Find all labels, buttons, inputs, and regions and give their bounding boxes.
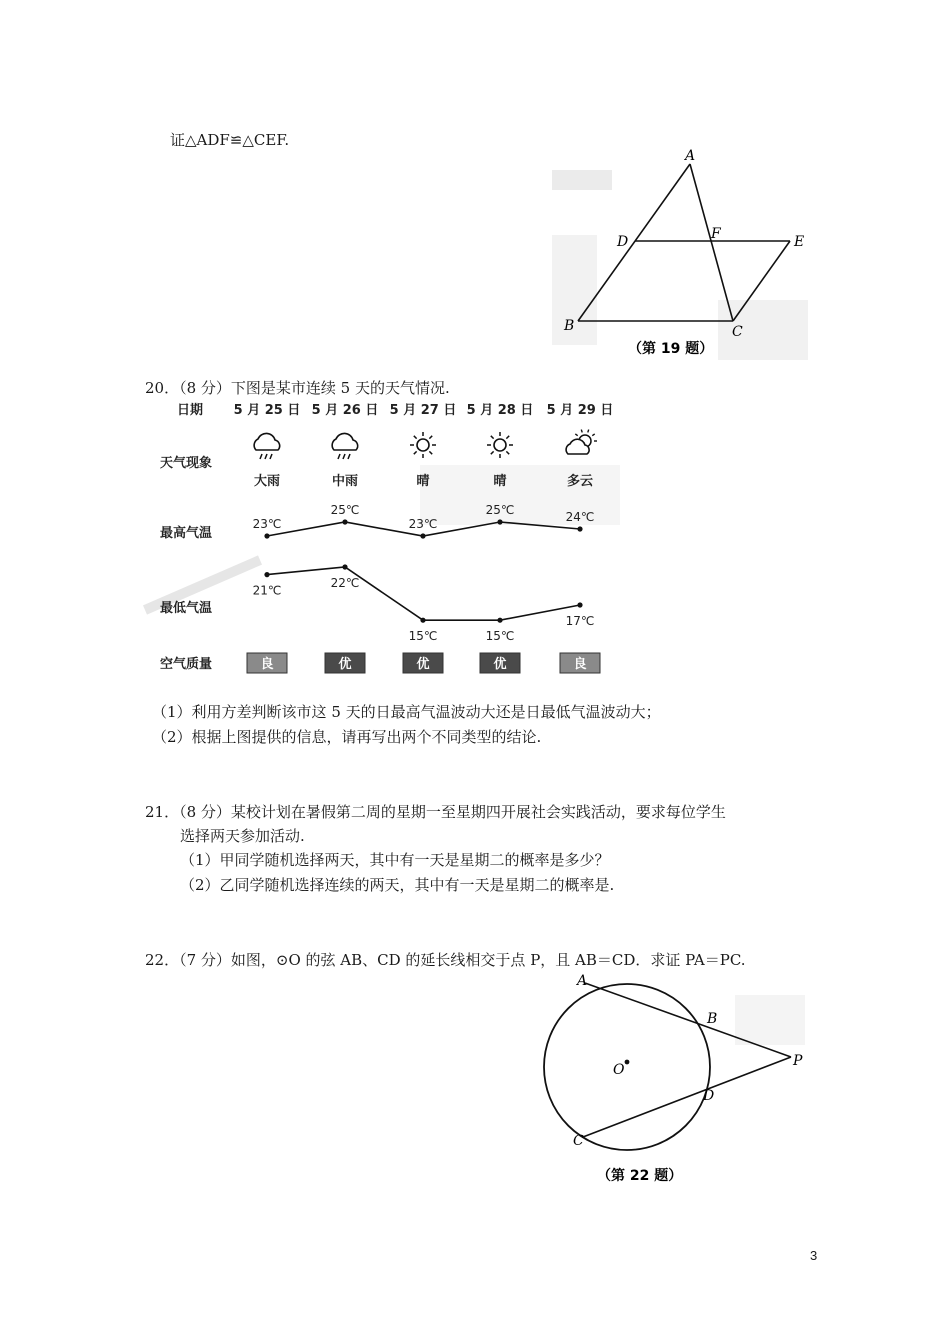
point-a-label: A [685, 148, 696, 164]
low-temp-point [342, 564, 347, 569]
point-a-label: A [577, 973, 588, 989]
high-temp-point [420, 533, 425, 538]
q19-caption: （第 19 题） [628, 341, 714, 357]
q19-conclusion: 证△ADF≌△CEF. [170, 131, 290, 149]
date-label: 5 月 29 日 [546, 403, 614, 418]
low-temp-point [264, 572, 269, 577]
air-quality-label: 良 [260, 657, 274, 672]
point-b-label: B [707, 1011, 718, 1027]
sun-icon [487, 432, 513, 458]
scan-smudge [735, 995, 805, 1045]
point-c-label: C [732, 324, 743, 340]
weather-label: 晴 [416, 474, 430, 489]
low-temp-point [420, 618, 425, 623]
weather-label: 大雨 [253, 474, 281, 489]
partly-cloudy-icon [566, 430, 597, 454]
low-temp-line [267, 567, 580, 620]
rain-cloud-icon [332, 433, 358, 459]
date-label: 5 月 27 日 [389, 403, 457, 418]
q20-part2: （2）根据上图提供的信息，请再写出两个不同类型的结论. [152, 728, 542, 746]
low-temp-label: 17℃ [565, 614, 595, 628]
q22-caption: （第 22 题） [597, 1168, 683, 1184]
high-temp-label: 25℃ [330, 503, 360, 517]
row-label-weather: 天气现象 [160, 456, 213, 471]
high-temp-label: 23℃ [408, 517, 438, 531]
point-b-label: B [564, 318, 575, 334]
rain-cloud-icon [254, 433, 280, 459]
page-number: 3 [810, 1248, 818, 1263]
weather-label: 多云 [566, 474, 594, 489]
weather-label: 晴 [493, 474, 507, 489]
segment-ac [690, 164, 733, 321]
weather-chart [140, 395, 620, 685]
row-label-date: 日期 [177, 403, 204, 418]
high-temp-label: 24℃ [565, 510, 595, 524]
row-label-air: 空气质量 [160, 657, 213, 672]
air-quality-label: 良 [573, 657, 587, 672]
circle-o [544, 984, 710, 1150]
point-e-label: E [794, 234, 805, 250]
q20-stem: 20．（8 分）下图是某市连续 5 天的天气情况. [145, 379, 450, 397]
q22-stem: 22．（7 分）如图，⊙O 的弦 AB、CD 的延长线相交于点 P，且 AB＝CD．求证 PA＝PC. [145, 951, 746, 969]
low-temp-label: 21℃ [252, 583, 282, 598]
point-f-label: F [711, 226, 721, 242]
scan-smudge [552, 170, 612, 190]
point-d-label: D [617, 234, 629, 250]
point-c-label: C [573, 1133, 584, 1149]
center-dot [625, 1060, 630, 1065]
q19-figure [548, 140, 818, 365]
q21-line2: 选择两天参加活动. [180, 827, 305, 845]
air-quality-label: 优 [338, 657, 352, 672]
high-temp-label: 25℃ [485, 503, 515, 517]
high-temp-point [497, 519, 502, 524]
scan-smudge [552, 235, 597, 345]
air-quality-label: 优 [416, 657, 430, 672]
high-temp-point [342, 519, 347, 524]
q22-figure [535, 965, 815, 1195]
low-temp-label: 22℃ [330, 576, 360, 590]
sun-icon [410, 432, 436, 458]
low-temp-label: 15℃ [408, 629, 438, 644]
row-label-high: 最高气温 [160, 526, 213, 541]
point-o-label: O [613, 1062, 625, 1078]
date-label: 5 月 26 日 [311, 403, 379, 418]
weather-label: 中雨 [331, 474, 359, 489]
air-quality-label: 优 [493, 657, 507, 672]
row-label-low: 最低气温 [160, 601, 213, 616]
low-temp-label: 15℃ [485, 629, 515, 644]
high-temp-label: 23℃ [252, 517, 282, 531]
q21-part2: （2）乙同学随机选择连续的两天，其中有一天是星期二的概率是. [180, 876, 615, 894]
date-label: 5 月 25 日 [233, 403, 301, 418]
high-temp-point [577, 526, 582, 531]
point-p-label: P [793, 1053, 803, 1069]
q21-line1: 21．（8 分）某校计划在暑假第二周的星期一至星期四开展社会实践活动，要求每位学生 [145, 803, 726, 821]
point-d-label: D [703, 1088, 715, 1104]
high-temp-point [264, 533, 269, 538]
q21-part1: （1）甲同学随机选择两天，其中有一天是星期二的概率是多少？ [180, 851, 610, 869]
q20-part1: （1）利用方差判断该市这 5 天的日最高气温波动大还是日最低气温波动大； [152, 703, 661, 721]
low-temp-point [497, 618, 502, 623]
low-temp-point [577, 602, 582, 607]
date-label: 5 月 28 日 [466, 403, 534, 418]
